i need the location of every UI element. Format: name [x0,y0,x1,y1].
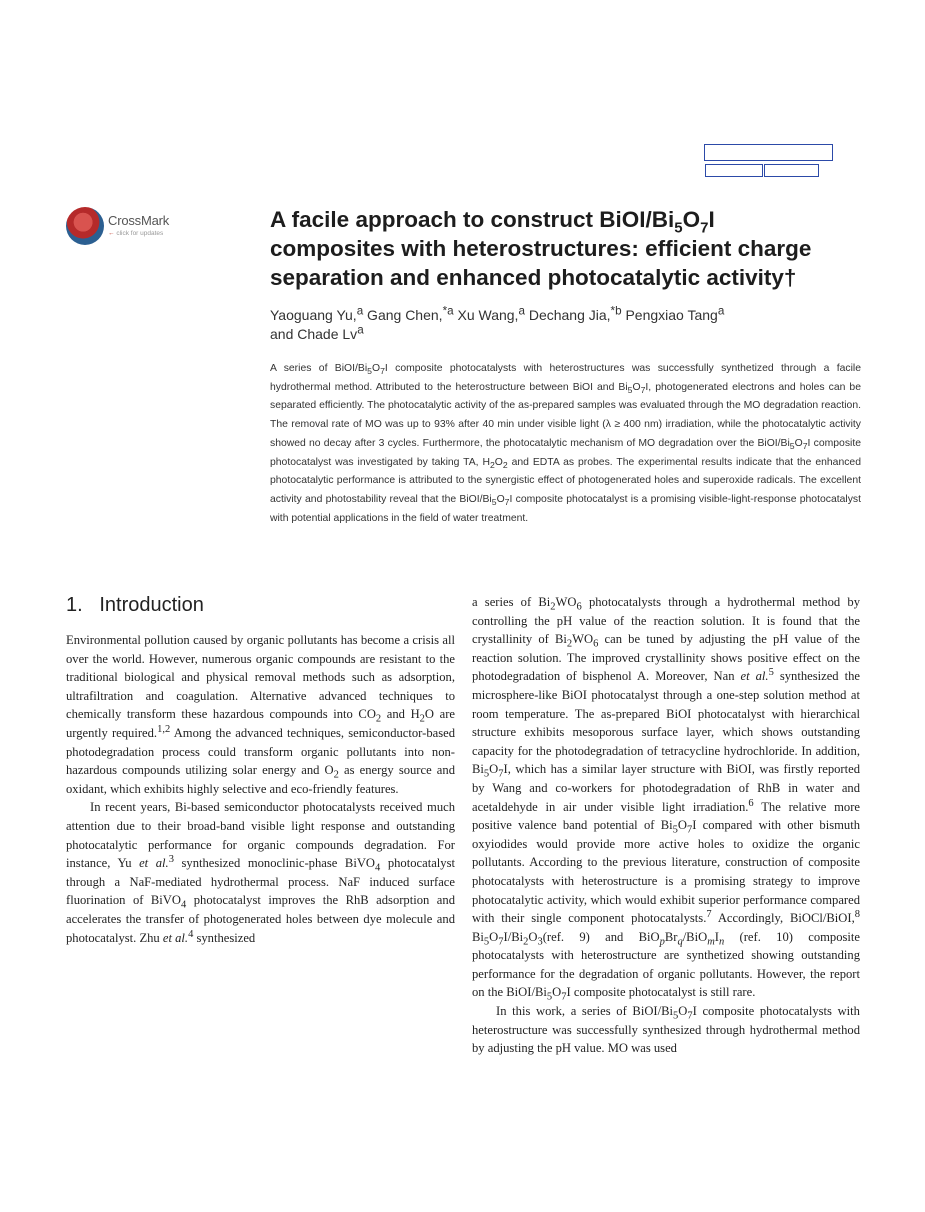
text: O [678,1004,688,1019]
text: I composite photocatalyst is still rare. [566,985,756,1000]
subscript: 5 [672,824,678,836]
author-list [270,306,850,344]
author: and Chade Lv [270,326,358,342]
reference-link[interactable]: 3 [168,853,174,865]
subscript: p [659,936,665,948]
subscript: 7 [640,384,646,395]
et-al: et al. [740,669,769,684]
abstract-text: O [632,381,641,393]
et-al: et al. [162,930,189,945]
text: synthesized [193,930,256,945]
abstract-text: O [371,363,381,374]
reference-link[interactable]: 5 [768,667,774,679]
text: (ref. 10) composite photocatalysts with heterostructure are synthetized showing outstanding performance for the degradation of organic pollutants. However, the report on the BiOI/Bi [472,929,860,1000]
et-al: et al. [139,856,169,871]
abstract-text: O [496,493,505,505]
text: WO [572,632,594,647]
text: I/Bi [503,929,524,944]
subscript: m [707,936,715,948]
abstract-text: I composite photocatalysts with heterostructures was successfully synthetized through a facile hydrothermal method. Attributed to the heterostructure between BiOI and Bi [270,363,861,393]
text: a series of Bi [472,595,551,609]
text: Br [664,929,678,944]
author: Pengxiao Tang [621,307,718,323]
text: photocatalyst improves the RhB adsorption and accelerates the transfer of photogenerated holes between dye molecule and photocatalyst. Zhu [66,893,455,945]
title-line3: separation and enhanced photocatalytic activity† [270,265,797,290]
subscript: 6 [576,601,582,613]
affiliation-mark: a [356,304,364,318]
subscript: 7 [498,936,504,948]
reference-link[interactable]: 7 [706,908,712,920]
subscript: 5 [491,497,497,507]
reference-link[interactable]: 4 [188,928,194,940]
text: I composite photocatalysts with heterostructure was successfully synthesized through hydrothermal method by adjusting the pH value. MO was used [472,1004,860,1056]
crossmark-icon [66,207,104,245]
author: Yaoguang Yu, [270,307,357,323]
subscript: 5 [673,1010,679,1022]
subscript: 7 [561,991,567,1003]
subscript: 7 [802,440,808,451]
paragraph [66,631,455,798]
text: Bi [472,929,484,944]
affiliation-mark: *a [442,304,454,318]
subscript: 2 [375,713,382,725]
subscript: 7 [498,768,504,780]
text: O [489,762,499,777]
abstract-text: A series of BiOI/Bi [270,363,368,374]
subscript: 5 [546,991,553,1003]
text: The relative more positive valence band potential of Bi [472,799,860,833]
affiliation-mark: a [518,304,525,318]
text: photocatalysts through a hydrothermal method by controlling the pH value of the reaction solution. It is found that the crystallinity of Bi [472,595,860,647]
subscript: 7 [504,497,510,507]
text: O [552,985,562,1000]
text: In recent years, Bi-based semiconductor photocatalysts received much attention due to their broad-band visible light response and outstanding photocatalytic performance for organic compounds degradation. For instance, Yu [66,800,455,871]
reference-link[interactable]: 6 [748,797,754,809]
title-line1c: I [708,207,715,232]
subscript: q [677,936,683,948]
text: /BiO [682,929,708,944]
abstract-text: and EDTA as probes. The experimental results indicate that the enhanced photocatalytic performance is attributed to the synergistic effect of photogenerated holes and superoxide radicals. The excellent activity and photostability reveal that the BiOI/Bi [270,456,861,505]
text: synthesized the microsphere-like BiOI photocatalyst through a one-step solution method at room temperature. The as-prepared BiOI photocatalyst with hierarchical structure exhibits mesoporous surface layer, which shows outstanding capacity for the photodegradation of tetracycline hydrochloride. In addition, Bi [472,669,860,777]
subscript: 5 [367,366,372,377]
crossmark-label: CrossMark [108,213,170,228]
text: In this work, a series of BiOI/Bi [496,1004,673,1019]
link-box-small-1[interactable] [705,164,763,177]
text: O [489,929,499,944]
title-sub2: 7 [700,219,709,237]
affiliation-mark: a [357,323,364,337]
paragraph [66,798,455,947]
abstract-text: I composite photocatalyst was investigated by taking TA, H [270,437,861,468]
subscript: 2 [333,769,339,781]
author: Dechang Jia, [524,307,611,323]
link-box-small-2[interactable] [764,164,819,177]
text: as energy source and oxidant, which exhibits highly selective and eco-friendly features. [66,763,455,796]
abstract-text: O [794,437,803,449]
paragraph [472,1002,860,1058]
text: WO [555,595,577,609]
author: Gang Chen, [363,307,443,323]
crossmark-sub [108,230,163,237]
body-column-left [66,631,455,947]
subscript: 7 [687,1010,693,1022]
title-line1a: A facile approach to construct BiOI/Bi [270,207,675,232]
reference-link[interactable]: 1,2 [157,723,171,735]
subscript: 2 [566,638,573,650]
text: Accordingly, BiOCl/BiOI, [711,911,855,926]
section-heading: 1. Introduction [66,594,204,616]
text: O [528,929,538,944]
text: can be tuned by adjusting the pH value of the reaction solution. The improved crystallinity shows positive effect on the photodegradation of bisphenol A. Moreover, Nan [472,632,860,684]
author: Xu Wang, [453,307,519,323]
subscript: 5 [789,440,795,451]
subscript: 2 [550,601,556,613]
link-box[interactable] [704,144,833,161]
affiliation-mark: *b [610,304,622,318]
body-column-right [472,593,860,1058]
text: I [714,929,719,944]
text: synthesized monoclinic-phase BiVO [173,856,376,871]
text: photocatalyst through a NaF-mediated hydrothermal process. NaF induced surface fluorination of BiVO [66,856,455,908]
subscript: 7 [686,824,693,836]
subscript: 4 [375,862,381,874]
subscript: 2 [489,459,495,470]
subscript: 5 [627,384,633,395]
article-title [270,205,870,292]
title-line1b: O [682,207,701,232]
abstract [270,360,861,528]
subscript: 7 [380,366,385,377]
subscript: 2 [419,713,425,725]
text: O are urgently required. [66,707,455,740]
abstract-text: I, photogenerated electrons and holes can be separated efficiently. The photocatalytic activity of the as-prepared samples was evaluated through the MO degradation reaction. The removal rate of MO was up to 93% after 40 min under visible light (λ ≥ 400 nm) irradiation, while the photocatalytic activity showed no decay after 3 cycles. Furthermore, the photocatalytic mechanism of MO degradation over the BiOI/Bi [270,381,861,449]
title-sub1: 5 [674,219,683,237]
subscript: 6 [593,638,599,650]
subscript: 5 [483,768,490,780]
subscript: 4 [181,899,187,911]
abstract-text: I composite photocatalyst is a promising visible-light-response photocatalyst with potential applications in the field of water treatment. [270,493,861,524]
crossmark-sub-text: click for updates [116,230,164,237]
abstract-text: O [494,456,503,468]
text: Environmental pollution caused by organic pollutants has become a crisis all over the world. However, numerous organic compounds are resistant to the traditional biological and physical removal methods such as adsorption, ultrafiltration and coagulation. Alternative advanced techniques to chemically transform these hazardous compounds into CO [66,633,455,722]
paragraph [472,593,860,1002]
subscript: 2 [523,936,529,948]
reference-link[interactable]: 8 [854,908,860,920]
subscript: 3 [537,936,543,948]
text: O [677,818,687,833]
subscript: n [718,936,725,948]
crossmark-badge[interactable] [66,207,176,247]
subscript: 2 [502,459,508,470]
text: I, which has a similar layer structure with BiOI, was firstly reported by Wang and co-workers for photodegradation of RhB in water and acetaldehyde in air under visible light irradiation. [472,762,860,814]
text: I compared with other bismuth oxyiodides would provide more active holes to oxidize the organic pollutants. According to the previous literature, construction of composite photocatalysts with heterostructure is a promising strategy to improve photocatalytic activity, which would exhibit superior performance compared with their single component photocatalysts. [472,818,860,926]
title-line2: composites with heterostructures: efficient charge [270,236,812,261]
subscript: 5 [483,936,490,948]
text: and H [381,707,420,722]
text: Among the advanced techniques, semiconductor-based photodegradation process could transform organic pollutants into non-hazardous compounds utilizing solar energy and O [66,725,455,778]
arrow-icon: ← [108,230,115,237]
text: (ref. 9) and BiO [542,929,660,944]
affiliation-mark: a [717,304,725,318]
